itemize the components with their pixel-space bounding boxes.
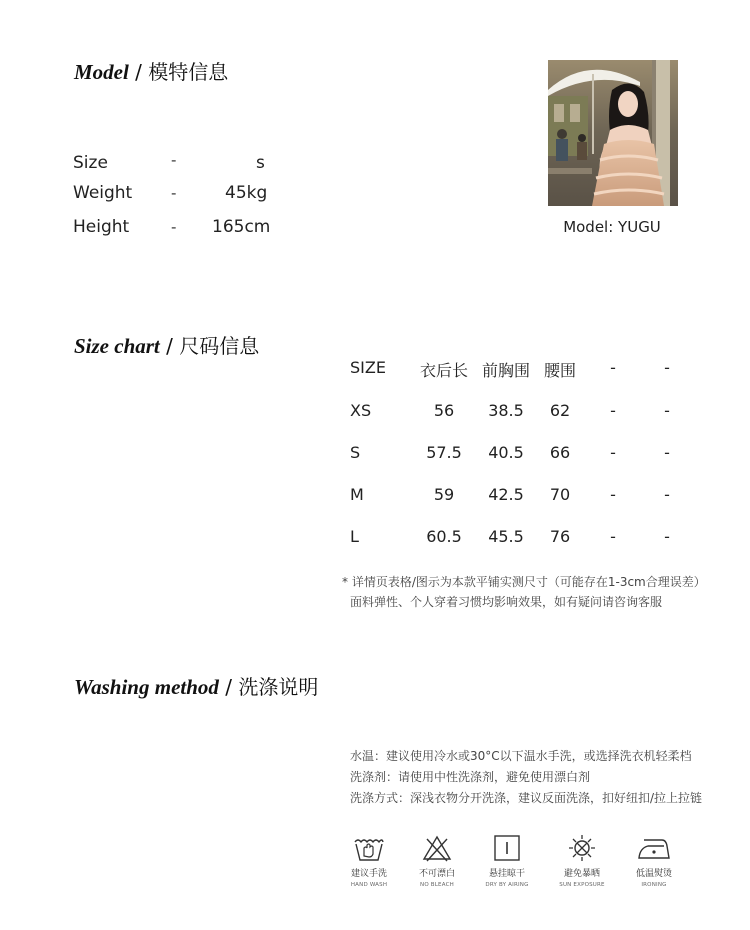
care-label-zh: 避免暴晒 — [563, 869, 600, 879]
stat-label-height: Height — [73, 217, 130, 237]
table-cell: 70 — [549, 485, 571, 504]
stat-value-weight: 45kg — [225, 183, 268, 203]
stat-dash: - — [171, 151, 177, 169]
drip-dry-icon — [491, 834, 523, 862]
table-header-length: 衣后长 — [419, 361, 469, 380]
title-en: Model — [74, 60, 129, 84]
table-cell: 59 — [433, 485, 455, 504]
table-cell: 42.5 — [488, 485, 524, 504]
table-cell-size: S — [350, 443, 361, 462]
table-cell: 56 — [433, 401, 455, 420]
stat-value-height: 165cm — [212, 217, 271, 237]
size-note-line-2: 面料弹性、个人穿着习惯均影响效果，如有疑问请咨询客服 — [350, 595, 663, 609]
table-header-extra-2: - — [664, 358, 670, 377]
table-cell: 62 — [549, 401, 571, 420]
table-cell: - — [664, 401, 670, 420]
hand-wash-icon — [353, 834, 385, 862]
table-header-bust: 前胸围 — [481, 361, 531, 380]
table-header-extra-1: - — [610, 358, 616, 377]
table-header-waist: 腰围 — [543, 361, 577, 380]
model-section-title — [74, 56, 228, 85]
care-label-en: HAND WASH — [350, 882, 388, 888]
care-label-zh: 低温熨烫 — [635, 869, 672, 879]
table-cell: - — [610, 401, 616, 420]
title-separator: / — [128, 60, 149, 84]
table-cell: - — [664, 485, 670, 504]
table-cell-size: M — [350, 485, 364, 504]
size-note-line-1: * 详情页表格/图示为本款平铺实测尺寸（可能存在1-3cm合理误差） — [342, 575, 706, 589]
table-cell: 76 — [549, 527, 571, 546]
table-cell: 40.5 — [488, 443, 524, 462]
title-separator: / — [218, 675, 239, 699]
table-cell: - — [610, 527, 616, 546]
care-label-zh: 悬挂晾干 — [488, 869, 525, 879]
stat-value-size: s — [256, 153, 265, 173]
title-zh: 洗涤说明 — [238, 675, 319, 699]
table-cell: 38.5 — [488, 401, 524, 420]
care-item-low-iron — [614, 834, 694, 888]
size-chart-title — [74, 330, 259, 359]
stat-label-size: Size — [73, 153, 108, 173]
table-cell: - — [664, 527, 670, 546]
table-header-size: SIZE — [350, 358, 386, 377]
no-sun-icon — [566, 834, 598, 862]
care-label-en: NO BLEACH — [420, 882, 454, 888]
table-cell: 57.5 — [426, 443, 462, 462]
no-bleach-icon — [421, 834, 453, 862]
table-cell: - — [610, 485, 616, 504]
care-label-zh: 建议手洗 — [350, 869, 387, 879]
care-label-en: SUN EXPOSURE — [559, 882, 605, 888]
title-zh: 尺码信息 — [179, 334, 260, 358]
title-en: Size chart — [74, 334, 160, 358]
table-cell: 60.5 — [426, 527, 462, 546]
care-label-en: DRY BY AIRING — [485, 882, 529, 888]
stat-dash: - — [171, 218, 177, 236]
title-separator: / — [159, 334, 180, 358]
care-item-no-sun — [542, 834, 622, 888]
title-zh: 模特信息 — [148, 60, 229, 84]
care-item-no-bleach — [397, 834, 477, 888]
care-label-zh: 不可漂白 — [418, 869, 455, 879]
care-label-en: IRONING — [641, 882, 667, 888]
table-cell-size: XS — [350, 401, 372, 420]
model-photo — [548, 60, 678, 206]
table-cell: - — [664, 443, 670, 462]
stat-label-weight: Weight — [73, 183, 133, 203]
table-cell: 45.5 — [488, 527, 524, 546]
photo-caption: Model: YUGU — [563, 218, 661, 236]
washing-title — [74, 671, 318, 700]
wash-instruction-water: 水温：建议使用冷水或30°C以下温水手洗，或选择洗衣机轻柔档 — [350, 749, 692, 763]
table-cell: - — [610, 443, 616, 462]
title-en: Washing method — [74, 675, 219, 699]
stat-dash: - — [171, 184, 177, 202]
table-cell-size: L — [350, 527, 359, 546]
wash-instruction-detergent: 洗涤剂：请使用中性洗涤剂，避免使用漂白剂 — [350, 770, 591, 784]
wash-instruction-method: 洗涤方式：深浅衣物分开洗涤，建议反面洗涤，扣好纽扣/拉上拉链 — [350, 791, 703, 805]
care-item-drip-dry — [467, 834, 547, 888]
table-cell: 66 — [549, 443, 571, 462]
low-iron-icon — [636, 834, 672, 862]
